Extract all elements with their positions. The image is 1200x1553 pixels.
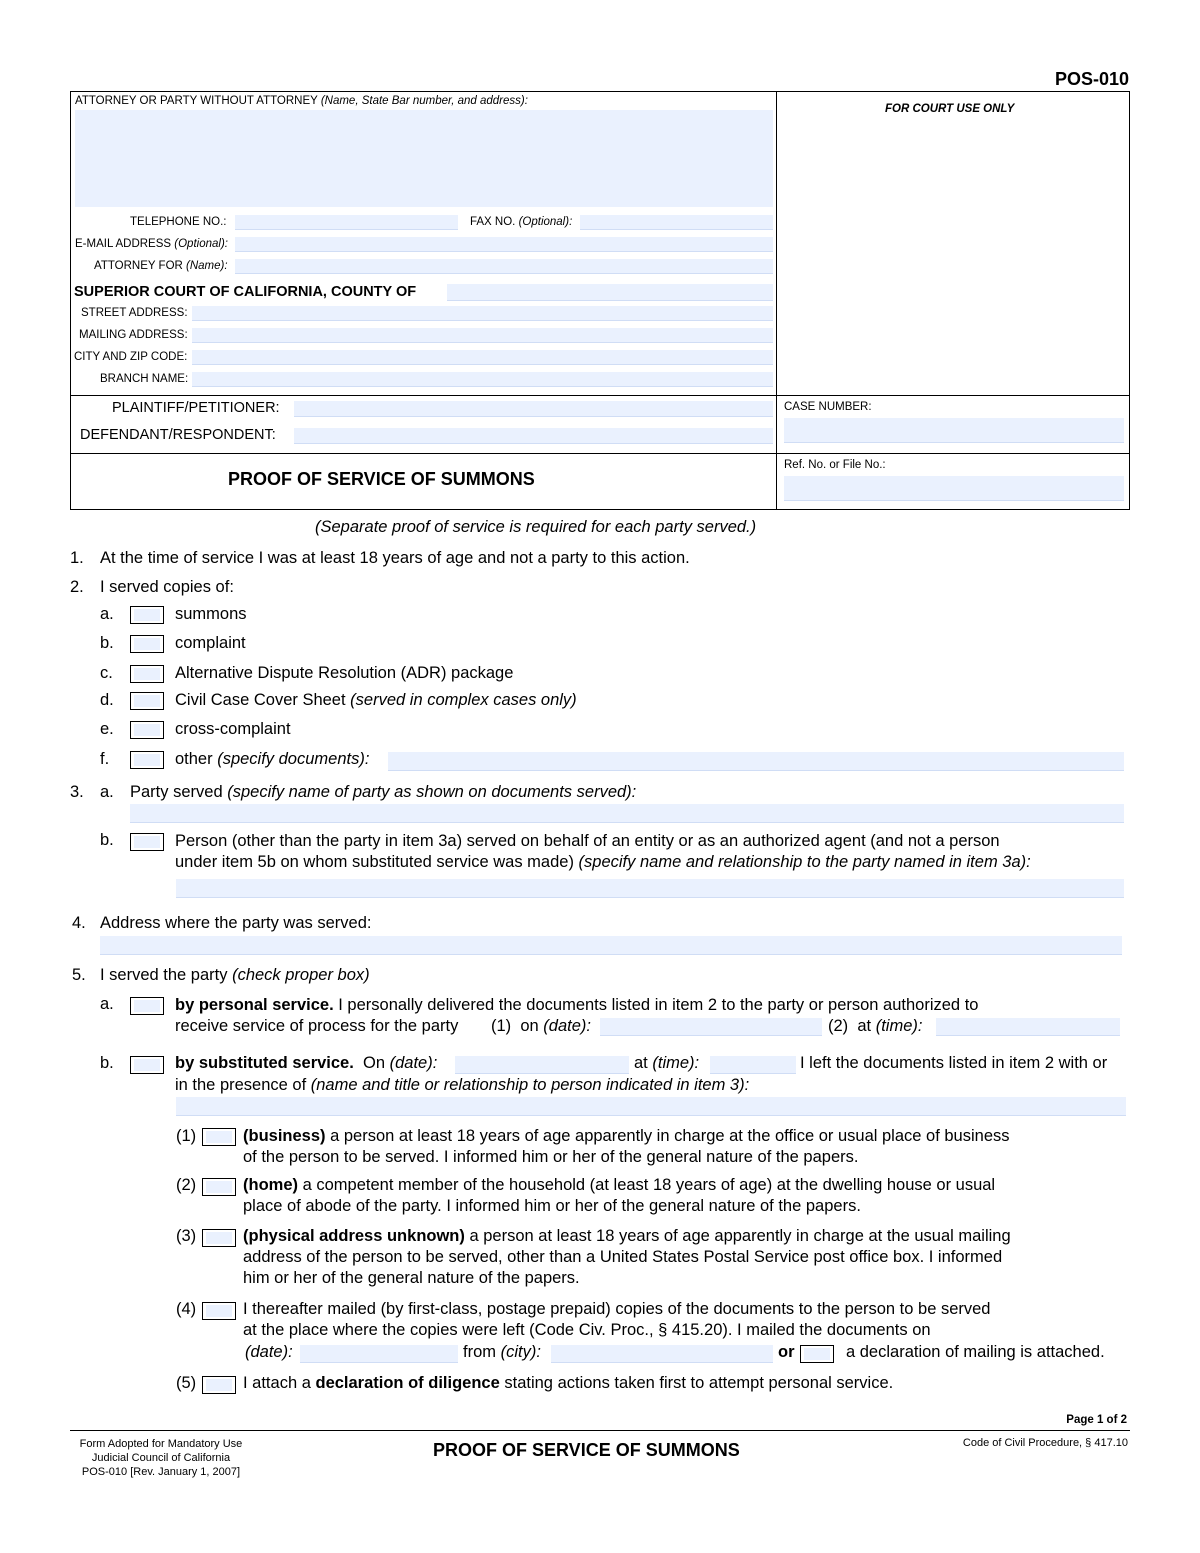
city-field[interactable] — [192, 350, 773, 365]
plaintiff-label: PLAINTIFF/PETITIONER: — [112, 400, 280, 416]
party-served-field[interactable] — [130, 804, 1124, 823]
attorney-field[interactable] — [75, 110, 773, 207]
substituted-line2: in the presence of (name and title or relationship to person indicated in item 3): — [175, 1076, 750, 1094]
complaint-checkbox[interactable] — [130, 635, 164, 653]
street-label: STREET ADDRESS: — [81, 307, 188, 319]
other-documents-field[interactable] — [388, 752, 1124, 771]
complaint-label: complaint — [175, 634, 246, 652]
business-line1: (business) a person at least 18 years of age apparently in charge at the office or usual place of business — [243, 1127, 1010, 1145]
mailed-date-label: (date): — [245, 1343, 293, 1361]
summons-label: summons — [175, 605, 247, 623]
sub-num: (5) — [176, 1374, 197, 1392]
personal-time-field[interactable] — [936, 1018, 1120, 1036]
cross-complaint-label: cross-complaint — [175, 720, 291, 738]
sub-num: (2) — [176, 1176, 197, 1194]
item1-num: 1. — [70, 549, 84, 567]
fax-field[interactable] — [580, 215, 773, 230]
adr-checkbox[interactable] — [130, 665, 164, 683]
item2-num: 2. — [70, 578, 84, 596]
address-unknown-line1: (physical address unknown) a person at least 18 years of age apparently in charge at the usual mailing — [243, 1227, 1011, 1245]
sub-num: (1) — [176, 1127, 197, 1145]
substituted-service-label: by substituted service. On (date): — [175, 1054, 438, 1072]
adopted-text: Form Adopted for Mandatory Use — [79, 1438, 243, 1450]
footer-code: Code of Civil Procedure, § 417.10 — [962, 1437, 1128, 1449]
substituted-time-label: at (time): — [634, 1054, 700, 1072]
diligence-checkbox[interactable] — [202, 1376, 236, 1394]
declaration-mailing-text: a declaration of mailing is attached. — [846, 1343, 1105, 1361]
personal-date-field[interactable] — [600, 1018, 822, 1036]
home-line2: place of abode of the party. I informed him or her of the general nature of the papers. — [243, 1197, 861, 1215]
mailed-city-label: from (city): — [463, 1343, 541, 1361]
item5a-letter: a. — [100, 995, 114, 1013]
address-unknown-checkbox[interactable] — [202, 1229, 236, 1247]
defendant-label: DEFENDANT/RESPONDENT: — [80, 427, 276, 443]
item5-text: I served the party (check proper box) — [100, 966, 370, 984]
mailed-date-field[interactable] — [300, 1345, 458, 1363]
case-number-label: CASE NUMBER: — [784, 401, 872, 413]
attorney-for-label: ATTORNEY FOR (Name): — [94, 260, 228, 272]
option-letter: e. — [100, 720, 114, 738]
agent-line1: Person (other than the party in item 3a) served on behalf of an entity or as an authorized agent (and not a person — [175, 832, 1000, 850]
option-letter: a. — [100, 605, 114, 623]
cross-complaint-checkbox[interactable] — [130, 721, 164, 739]
plaintiff-field[interactable] — [294, 401, 773, 417]
personal-date-label: (1) on (date): — [491, 1017, 591, 1035]
substituted-time-field[interactable] — [710, 1056, 796, 1074]
item5b-letter: b. — [100, 1054, 114, 1072]
item3b-letter: b. — [100, 831, 114, 849]
court-title: SUPERIOR COURT OF CALIFORNIA, COUNTY OF — [74, 284, 417, 300]
option-letter: d. — [100, 691, 114, 709]
party-served-label: Party served (specify name of party as shown on documents served): — [130, 783, 637, 801]
substituted-date-field[interactable] — [455, 1056, 629, 1074]
footer-left — [70, 1437, 252, 1479]
fax-label: FAX NO. (Optional): — [470, 216, 573, 228]
cover-sheet-checkbox[interactable] — [130, 692, 164, 710]
attorney-label: ATTORNEY OR PARTY WITHOUT ATTORNEY (Name, State Bar number, and address): — [75, 95, 528, 107]
home-line1: (home) a competent member of the household (at least 18 years of age) at the dwelling house or usual — [243, 1176, 996, 1194]
email-field[interactable] — [235, 237, 773, 252]
footer-title: PROOF OF SERVICE OF SUMMONS — [433, 1440, 740, 1460]
sub-num: (4) — [176, 1300, 197, 1318]
mailed-line2: at the place where the copies were left (Code Civ. Proc., § 415.20). I mailed the documents on — [243, 1321, 931, 1339]
item4-text: Address where the party was served: — [100, 914, 372, 932]
diligence-text: I attach a declaration of diligence stating actions taken first to attempt personal service. — [243, 1374, 894, 1392]
business-line2: of the person to be served. I informed him or her of the general nature of the papers. — [243, 1148, 859, 1166]
personal-service-checkbox[interactable] — [130, 997, 164, 1015]
option-letter: f. — [100, 750, 110, 768]
address-field[interactable] — [100, 936, 1122, 955]
ref-field[interactable] — [784, 476, 1124, 501]
court-use-only: FOR COURT USE ONLY — [885, 103, 1015, 115]
item3-num: 3. — [70, 783, 84, 801]
council-text: Judicial Council of California — [91, 1452, 231, 1464]
mailing-label: MAILING ADDRESS: — [79, 329, 188, 341]
form-id: POS-010 — [1054, 69, 1129, 89]
agent-line2: under item 5b on whom substituted service was made) (specify name and relationship to the party named in item 3a): — [175, 853, 1031, 871]
item5-num: 5. — [72, 966, 86, 984]
case-number-field[interactable] — [784, 418, 1124, 443]
branch-field[interactable] — [192, 372, 773, 387]
cover-sheet-label: Civil Case Cover Sheet (served in complex cases only) — [175, 691, 577, 709]
email-label: E-MAIL ADDRESS (Optional): — [75, 238, 228, 250]
substituted-service-checkbox[interactable] — [130, 1056, 164, 1074]
telephone-label: TELEPHONE NO.: — [130, 216, 227, 228]
agent-checkbox[interactable] — [130, 833, 164, 851]
address-unknown-line3: him or her of the general nature of the papers. — [243, 1269, 580, 1287]
option-letter: b. — [100, 634, 114, 652]
personal-service-line2: receive service of process for the party — [175, 1017, 459, 1035]
other-label: other (specify documents): — [175, 750, 370, 768]
item3a-letter: a. — [100, 783, 114, 801]
address-unknown-line2: address of the person to be served, other than a United States Postal Service post office box. I informed — [243, 1248, 1003, 1266]
street-field[interactable] — [192, 306, 773, 321]
city-label: CITY AND ZIP CODE: — [74, 351, 188, 363]
personal-service-line1: by personal service. I personally delivered the documents listed in item 2 to the party or person authorized to — [175, 996, 979, 1014]
attorney-for-field[interactable] — [235, 259, 773, 274]
substituted-person-field[interactable] — [176, 1097, 1126, 1116]
or-label: or — [778, 1343, 795, 1361]
adr-label: Alternative Dispute Resolution (ADR) package — [175, 664, 514, 682]
defendant-field[interactable] — [294, 428, 773, 444]
mailing-field[interactable] — [192, 328, 773, 343]
sub-num: (3) — [176, 1227, 197, 1245]
mailed-checkbox[interactable] — [202, 1302, 236, 1320]
telephone-field[interactable] — [235, 215, 458, 230]
option-letter: c. — [100, 664, 113, 682]
county-field[interactable] — [447, 284, 773, 301]
other-checkbox[interactable] — [130, 751, 164, 769]
item1-text: At the time of service I was at least 18 years of age and not a party to this action. — [100, 549, 690, 567]
rev-text: POS-010 [Rev. January 1, 2007] — [81, 1466, 241, 1478]
summons-checkbox[interactable] — [130, 606, 164, 624]
home-checkbox[interactable] — [202, 1178, 236, 1196]
doc-title: PROOF OF SERVICE OF SUMMONS — [228, 469, 535, 489]
page-number: Page 1 of 2 — [1066, 1414, 1127, 1426]
mailed-line1: I thereafter mailed (by first-class, postage prepaid) copies of the documents to the person to be served — [243, 1300, 991, 1318]
agent-field[interactable] — [176, 879, 1124, 898]
branch-label: BRANCH NAME: — [100, 373, 189, 385]
ref-label: Ref. No. or File No.: — [784, 459, 886, 471]
personal-time-label: (2) at (time): — [828, 1017, 923, 1035]
substituted-tail: I left the documents listed in item 2 with or — [800, 1054, 1108, 1072]
mailed-city-field[interactable] — [551, 1345, 773, 1363]
declaration-mailing-checkbox[interactable] — [800, 1345, 834, 1363]
item4-num: 4. — [72, 914, 86, 932]
separate-note: (Separate proof of service is required for each party served.) — [315, 518, 757, 536]
item2-text: I served copies of: — [100, 578, 234, 596]
business-checkbox[interactable] — [202, 1128, 236, 1146]
